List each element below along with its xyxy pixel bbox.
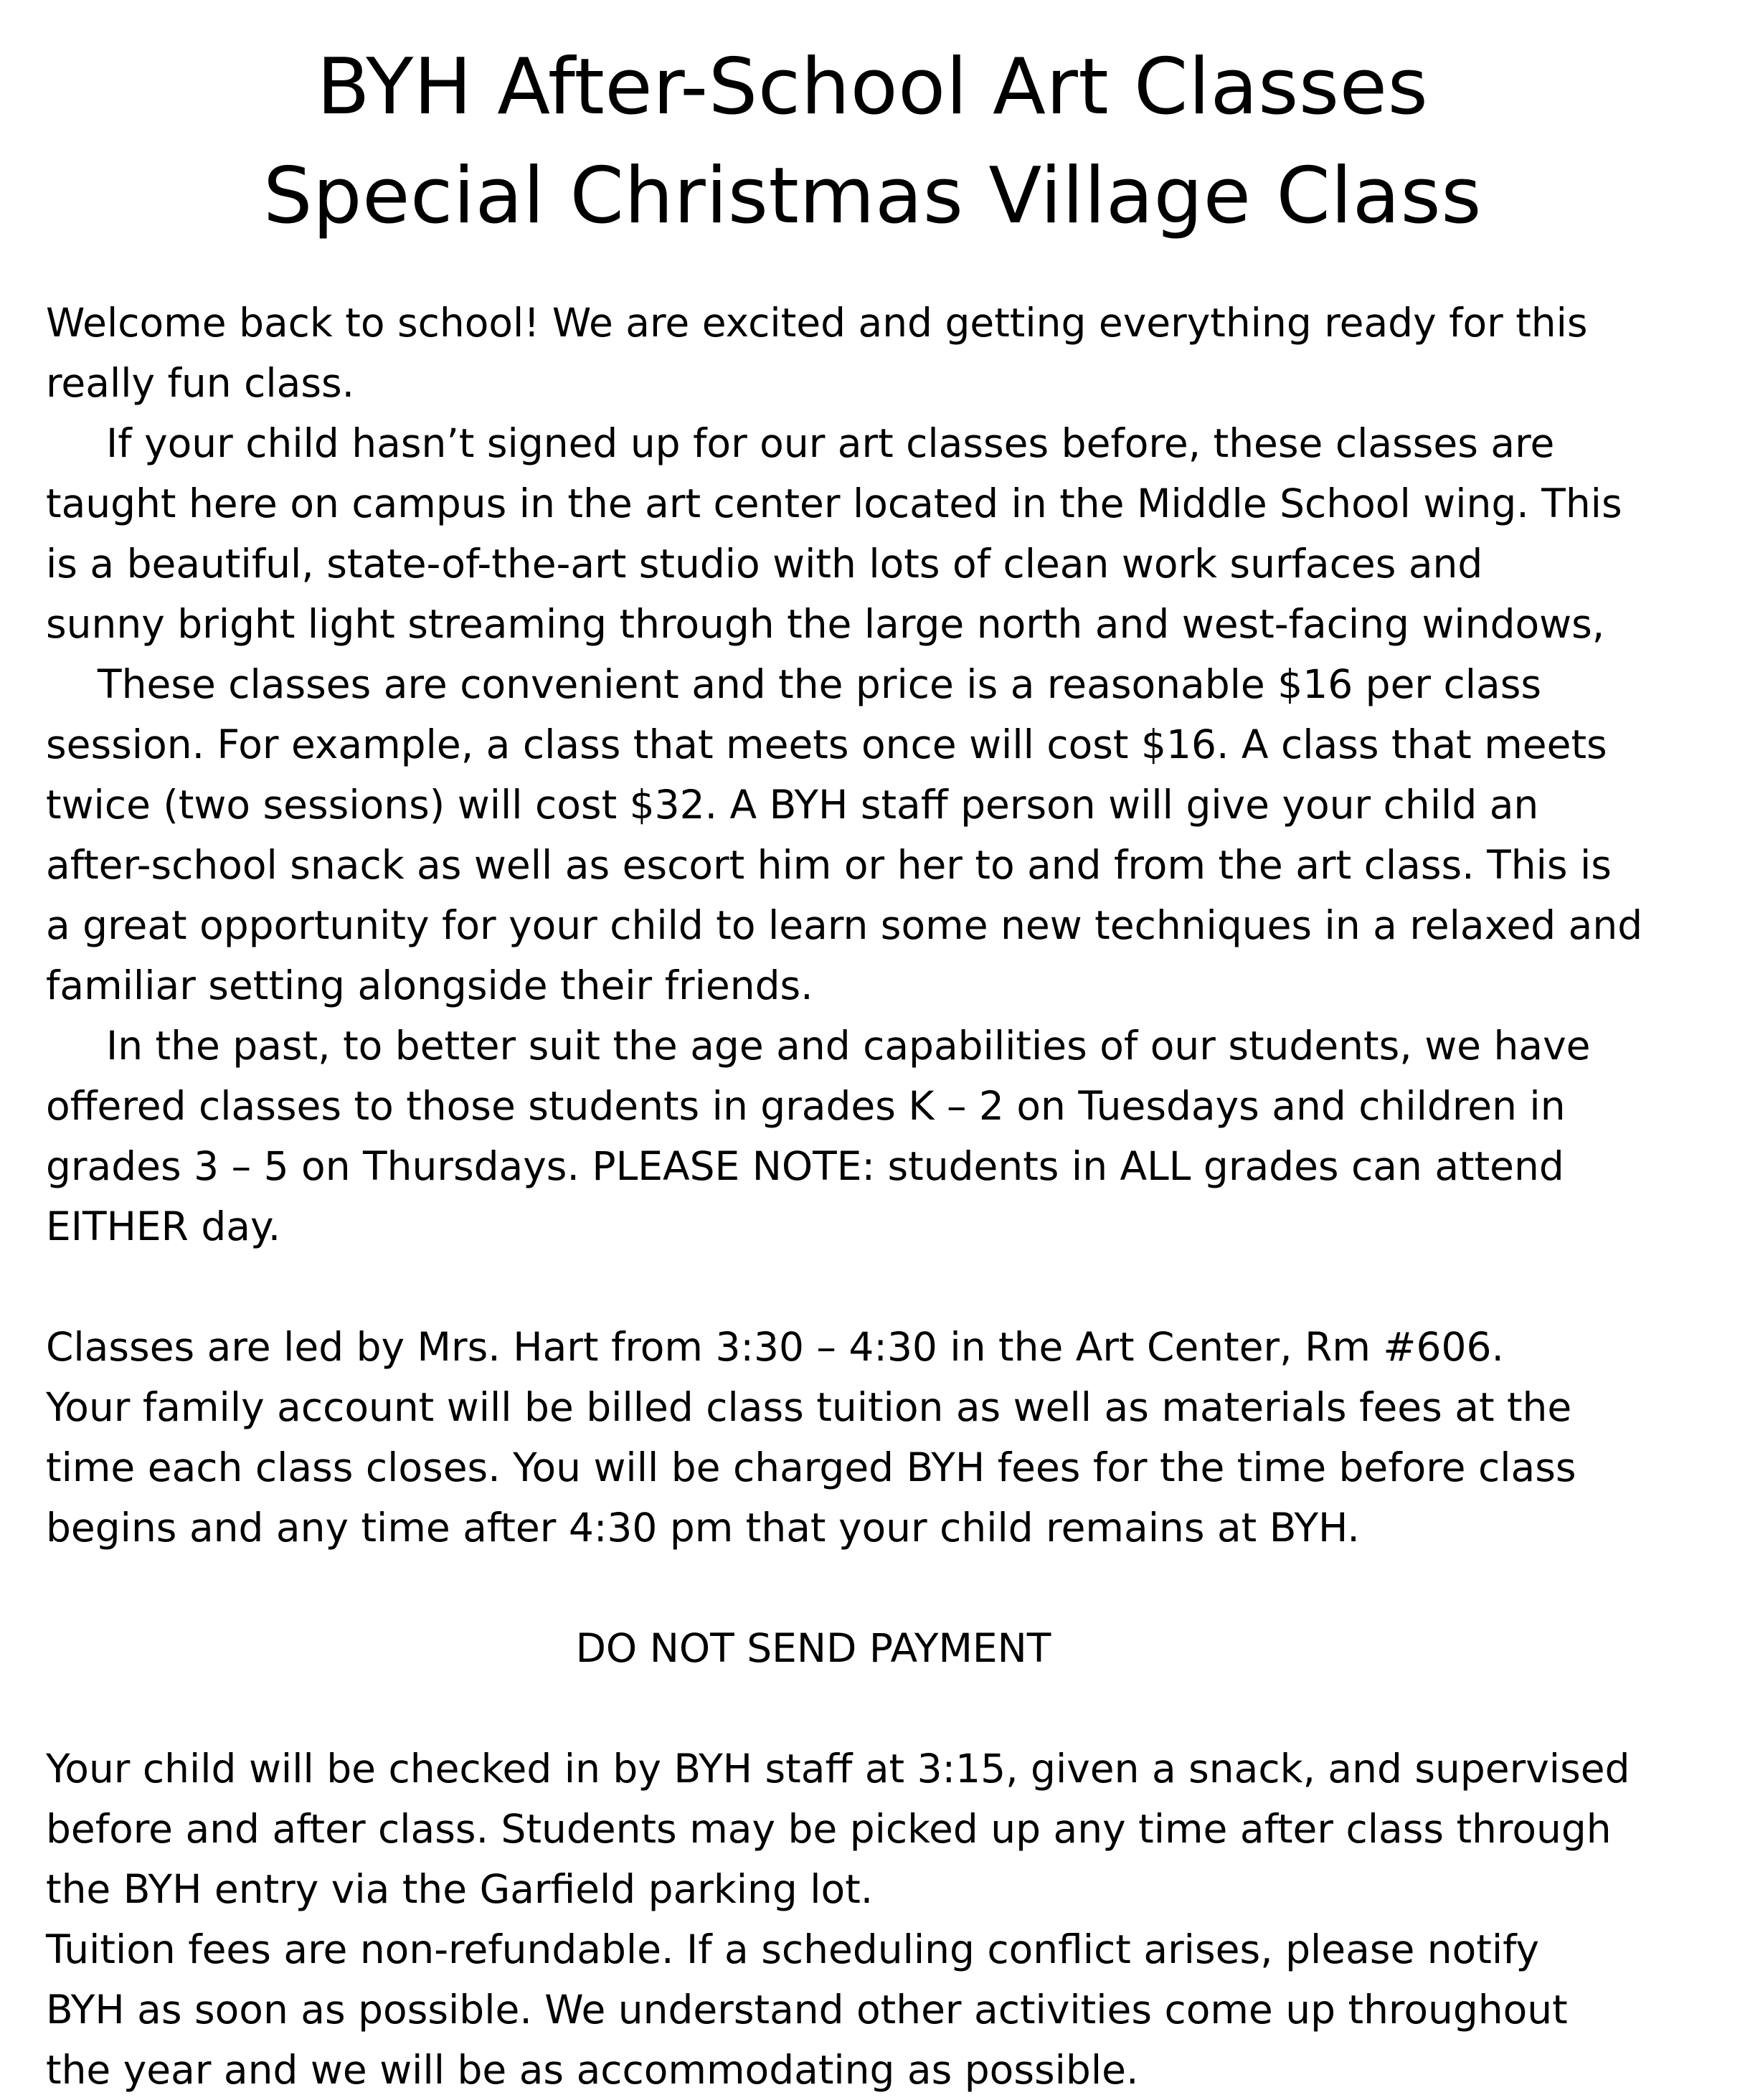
text-line: familiar setting alongside their friends. bbox=[46, 962, 813, 1008]
text-line: a great opportunity for your child to learn some new techniques in a relaxed and bbox=[46, 902, 1643, 948]
text-line: EITHER day. bbox=[46, 1203, 281, 1249]
text-line: grades 3 – 5 on Thursdays. PLEASE NOTE: students in ALL grades can attend bbox=[46, 1143, 1564, 1189]
text-line: the year and we will be as accommodating as possible. bbox=[46, 2047, 1139, 2093]
text-line: time each class closes. You will be charged BYH fees for the time before class bbox=[46, 1444, 1576, 1490]
spacer bbox=[46, 1558, 1717, 1618]
document-title bbox=[0, 33, 1745, 251]
text-line: Tuition fees are non-refundable. If a scheduling conflict arises, please notify bbox=[46, 1926, 1540, 1972]
text-line: twice (two sessions) will cost $32. A BYH staff person will give your child an bbox=[46, 782, 1539, 828]
payment-notice: DO NOT SEND PAYMENT bbox=[575, 1625, 1051, 1671]
paragraph-refund bbox=[46, 1919, 1717, 2100]
document-body bbox=[46, 293, 1717, 2100]
text-line: begins and any time after 4:30 pm that your child remains at BYH. bbox=[46, 1505, 1360, 1551]
text-line: session. For example, a class that meets once will cost $16. A class that meets bbox=[46, 722, 1607, 767]
text-line: These classes are convenient and the price is a reasonable $16 per class bbox=[98, 661, 1542, 707]
title-line-1: BYH After-School Art Classes bbox=[316, 42, 1429, 132]
paragraph-campus bbox=[46, 413, 1717, 654]
text-line: sunny bright light streaming through the large north and west-facing windows, bbox=[46, 601, 1605, 647]
text-line: In the past, to better suit the age and capabilities of our students, we have bbox=[106, 1023, 1591, 1069]
text-line: the BYH entry via the Garfield parking lot. bbox=[46, 1866, 874, 1912]
paragraph-grades bbox=[46, 1016, 1717, 1257]
text-line: Classes are led by Mrs. Hart from 3:30 – 4:30 in the Art Center, Rm #606. bbox=[46, 1324, 1504, 1370]
paragraph-welcome bbox=[46, 293, 1717, 413]
text-line: after-school snack as well as escort him or her to and from the art class. This is bbox=[46, 842, 1612, 888]
text-line: before and after class. Students may be picked up any time after class through bbox=[46, 1806, 1612, 1852]
text-line: taught here on campus in the art center located in the Middle School wing. This bbox=[46, 481, 1622, 526]
text-line: really fun class. bbox=[46, 360, 355, 406]
spacer bbox=[46, 1257, 1717, 1317]
text-line: Your family account will be billed class tuition as well as materials fees at the bbox=[46, 1384, 1572, 1430]
paragraph-schedule bbox=[46, 1317, 1717, 1558]
title-line-2: Special Christmas Village Class bbox=[263, 151, 1482, 241]
text-line: offered classes to those students in grades K – 2 on Tuesdays and children in bbox=[46, 1083, 1566, 1129]
spacer bbox=[46, 1678, 1717, 1739]
text-line: is a beautiful, state-of-the-art studio with lots of clean work surfaces and bbox=[46, 541, 1483, 587]
text-line: Welcome back to school! We are excited and getting everything ready for this bbox=[46, 300, 1588, 346]
text-line: BYH as soon as possible. We understand other activities come up throughout bbox=[46, 1987, 1568, 2033]
text-line: Your child will be checked in by BYH staff at 3:15, given a snack, and supervised bbox=[46, 1746, 1630, 1792]
paragraph-checkin bbox=[46, 1739, 1717, 1919]
paragraph-pricing bbox=[46, 654, 1717, 1016]
text-line: If your child hasn’t signed up for our art classes before, these classes are bbox=[106, 420, 1555, 466]
